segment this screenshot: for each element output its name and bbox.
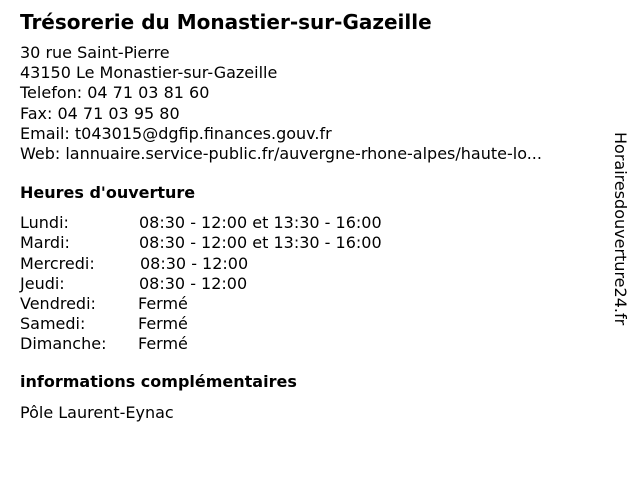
page-title: Trésorerie du Monastier-sur-Gazeille <box>20 10 432 34</box>
time-value: 08:30 - 12:00 <box>139 273 248 293</box>
day-label: Vendredi: <box>20 293 96 313</box>
hours-row-jeudi <box>20 274 610 294</box>
hours-row-mercredi <box>20 254 610 274</box>
hours-row-vendredi <box>20 294 610 314</box>
time-value: Fermé <box>138 334 188 354</box>
time-value: Fermé <box>138 314 188 334</box>
hours-row-lundi <box>20 213 610 233</box>
website-link: Web: lannuaire.service-public.fr/auvergne-rhone-alpes/haute-lo... <box>20 144 542 164</box>
opening-hours-table <box>20 213 610 354</box>
email-address: Email: t043015@dgfip.finances.gouv.fr <box>20 123 332 143</box>
city-address: 43150 Le Monastier-sur-Gazeille <box>20 63 278 83</box>
day-label: Mercredi: <box>20 253 95 273</box>
contact-block <box>20 43 610 164</box>
side-brand-watermark: Horairesdouverture24.fr <box>611 132 630 326</box>
day-label: Mardi: <box>20 233 70 253</box>
hours-row-dimanche <box>20 334 610 354</box>
hours-row-mardi <box>20 233 610 253</box>
business-card <box>20 10 610 423</box>
time-value: Fermé <box>138 293 188 313</box>
hours-row-samedi <box>20 314 610 334</box>
fax-number: Fax: 04 71 03 95 80 <box>20 103 180 123</box>
day-label: Dimanche: <box>20 334 107 354</box>
info-text: Pôle Laurent-Eynac <box>20 402 174 422</box>
phone-number: Telefon: 04 71 03 81 60 <box>20 83 210 103</box>
time-value: 08:30 - 12:00 et 13:30 - 16:00 <box>139 213 382 233</box>
info-heading: informations complémentaires <box>20 371 297 391</box>
hours-heading: Heures d'ouverture <box>20 183 196 203</box>
day-label: Jeudi: <box>20 273 65 293</box>
day-label: Lundi: <box>20 213 69 233</box>
time-value: 08:30 - 12:00 et 13:30 - 16:00 <box>139 233 382 253</box>
street-address: 30 rue Saint-Pierre <box>20 43 170 62</box>
time-value: 08:30 - 12:00 <box>140 253 249 273</box>
day-label: Samedi: <box>20 314 86 334</box>
